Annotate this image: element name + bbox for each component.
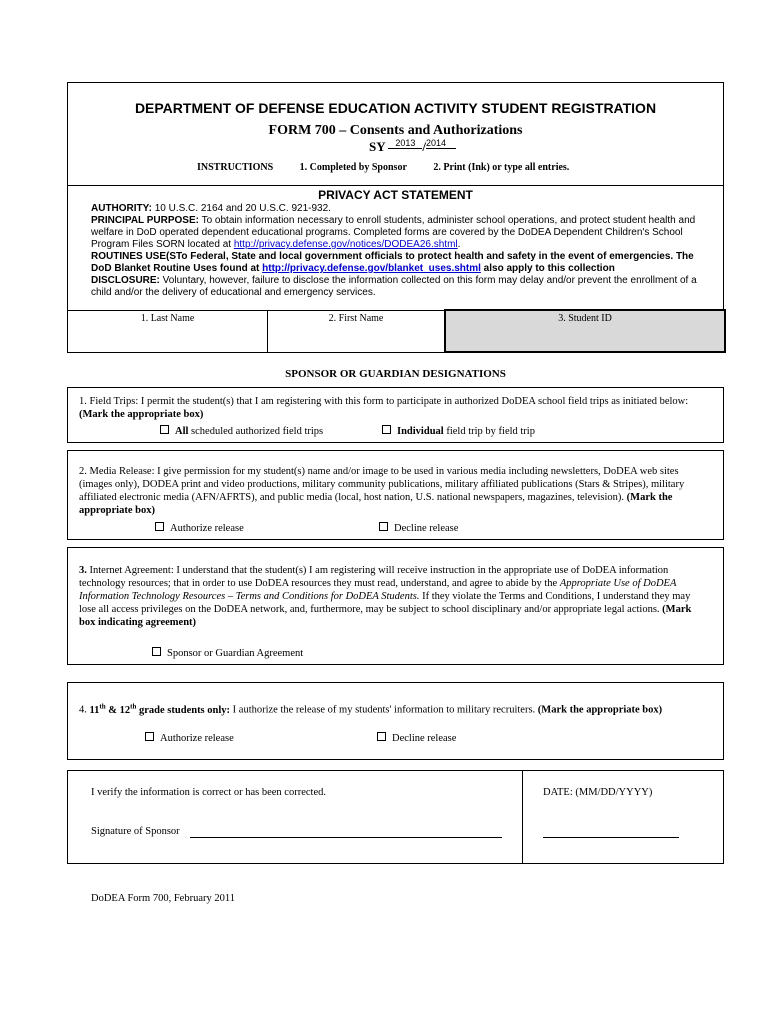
instruction-2: 2. Print (Ink) or type all entries. bbox=[433, 162, 570, 173]
verify-statement: I verify the information is correct or has been corrected. bbox=[91, 787, 326, 798]
recruiter-decline-label: Decline release bbox=[392, 733, 457, 744]
all-rest-label: scheduled authorized field trips bbox=[188, 426, 324, 437]
grade-text: grade students only: bbox=[136, 704, 231, 716]
signature-label: Signature of Sponsor bbox=[91, 826, 180, 837]
instruction-1: 1. Completed by Sponsor bbox=[299, 162, 407, 173]
media-authorize-label: Authorize release bbox=[170, 523, 244, 534]
student-id-label: 3. Student ID bbox=[558, 313, 612, 324]
recruiter-release-text bbox=[79, 700, 721, 717]
all-label: All bbox=[175, 426, 189, 437]
routine-end: also apply to this collection bbox=[480, 263, 615, 274]
media-release-text bbox=[79, 465, 709, 517]
checkbox-icon[interactable] bbox=[382, 425, 391, 434]
internet-instruction: (Mark box indicating agreement) bbox=[79, 604, 692, 628]
blanket-uses-link[interactable]: http://privacy.defense.gov/blanket_uses.shtml bbox=[262, 263, 481, 274]
checkbox-icon[interactable] bbox=[145, 732, 154, 741]
date-label: DATE: (MM/DD/YYYY) bbox=[543, 787, 653, 798]
field-trips-body: 1. Field Trips: I permit the student(s) that I am registering with this form to participate in authorized DoDEA school field trips as initiated below: bbox=[79, 396, 689, 407]
purpose-text: To obtain information necessary to enroll students, administer school operations, and protect student health and welfare in DoD operated dependent educational programs. Completed forms are covered by the DoDEA Dependent Children's School Program Files SORN located at bbox=[91, 215, 696, 250]
field-trips-text bbox=[79, 395, 709, 421]
signature-section bbox=[67, 770, 724, 864]
form-footer: DoDEA Form 700, February 2011 bbox=[91, 893, 235, 904]
form-main-title: DEPARTMENT OF DEFENSE EDUCATION ACTIVITY STUDENT REGISTRATION bbox=[134, 100, 657, 116]
signature-field[interactable] bbox=[190, 837, 502, 838]
recruiter-decline-option[interactable] bbox=[377, 732, 456, 744]
authority-text: 10 U.S.C. 2164 and 20 U.S.C. 921-932. bbox=[151, 203, 331, 214]
last-name-cell[interactable] bbox=[68, 310, 268, 352]
grade-12-suffix: th bbox=[130, 702, 137, 710]
authority-paragraph bbox=[91, 203, 711, 215]
first-name-label: 2. First Name bbox=[328, 312, 384, 324]
student-id-cell[interactable] bbox=[445, 310, 725, 352]
internet-body-a: Internet Agreement: I understand that the student(s) I am registering will receive instruction in the appropriate use of DoDEA information technology resources; that in order to use DoDEA resources they must read, understand, and agree to abide by the bbox=[79, 565, 669, 589]
privacy-title: PRIVACY ACT STATEMENT bbox=[318, 188, 473, 202]
field-trips-instruction: (Mark the appropriate box) bbox=[79, 409, 204, 420]
school-year-line bbox=[369, 139, 456, 155]
media-authorize-option[interactable] bbox=[155, 522, 244, 534]
internet-agreement-option[interactable] bbox=[152, 647, 303, 659]
field-trips-individual-option[interactable] bbox=[382, 425, 535, 437]
checkbox-icon[interactable] bbox=[155, 522, 164, 531]
media-release-body: 2. Media Release: I give permission for my student(s) name and/or image to be used in various media including newsletters, DoDEA web sites (images only), DODEA print and video productions, military community publications, military affiliated publications (Stars & Stripes), military affiliated electronic media (AFN/AFRTS), and public media (local, host nation, U.S. national newspapers, magazines, television). bbox=[79, 466, 685, 503]
sy-year-start[interactable]: 2013 bbox=[388, 138, 422, 149]
grade-11-suffix: th bbox=[99, 702, 106, 710]
routine-paragraph bbox=[91, 251, 711, 275]
media-release-instruction: (Mark the appropriate box) bbox=[79, 492, 673, 516]
last-name-label: 1. Last Name bbox=[140, 312, 195, 324]
internet-terms-title: Appropriate Use of DoDEA Information Technology Resources – Terms and Conditions for DoDEA Students. bbox=[79, 578, 677, 602]
checkbox-icon[interactable] bbox=[152, 647, 161, 656]
student-name-table bbox=[67, 309, 726, 353]
disclosure-label: DISCLOSURE: bbox=[91, 275, 160, 286]
media-decline-option[interactable] bbox=[379, 522, 458, 534]
instructions-line bbox=[197, 162, 593, 173]
instructions-label: INSTRUCTIONS bbox=[197, 162, 274, 173]
media-decline-label: Decline release bbox=[394, 523, 459, 534]
authority-label: AUTHORITY: bbox=[91, 203, 152, 214]
form-subtitle: FORM 700 – Consents and Authorizations bbox=[268, 123, 523, 138]
disclosure-text: Voluntary, however, failure to disclose the information collected on this form may delay and/or prevent the enrollment of a child and/or the delivery of educational and emergency services. bbox=[91, 275, 697, 298]
recruiter-release-section bbox=[67, 682, 724, 760]
recruiter-instruction: (Mark the appropriate box) bbox=[537, 704, 663, 716]
internet-body-b: If they violate the Terms and Conditions, I understand they may lose all access privileges on the DoDEA network, and, furthermore, may be subject to school disciplinary and/or appropriate legal actions. bbox=[79, 591, 691, 615]
purpose-end: . bbox=[457, 239, 461, 250]
internet-number: 3. bbox=[79, 565, 87, 576]
grade-12: & 12 bbox=[105, 704, 131, 716]
recruiter-body: I authorize the release of my students' information to military recruiters. bbox=[230, 704, 538, 716]
sy-year-end[interactable]: 2014 bbox=[426, 138, 456, 149]
field-trips-all-option[interactable] bbox=[160, 425, 323, 437]
sponsor-designations-title: SPONSOR OR GUARDIAN DESIGNATIONS bbox=[285, 368, 506, 380]
purpose-label: PRINCIPAL PURPOSE: bbox=[91, 215, 199, 226]
recruiter-authorize-label: Authorize release bbox=[160, 733, 234, 744]
sy-label: SY bbox=[369, 139, 386, 154]
sy-separator: / bbox=[422, 139, 427, 154]
disclosure-paragraph bbox=[91, 275, 711, 299]
internet-agreement-text bbox=[79, 564, 709, 629]
sorn-link[interactable]: http://privacy.defense.gov/notices/DODEA26.shtml bbox=[233, 239, 458, 250]
grade-11: 11 bbox=[89, 704, 100, 716]
routine-text: ROUTINES USE(STo Federal, State and local government officials to protect health and safety in the event of emergencies. The DoD Blanket Routine Uses found at bbox=[91, 251, 694, 274]
first-name-cell[interactable] bbox=[268, 310, 446, 352]
recruiter-authorize-option[interactable] bbox=[145, 732, 234, 744]
internet-agreement-label: Sponsor or Guardian Agreement bbox=[167, 648, 304, 659]
grade-heading bbox=[89, 702, 231, 716]
individual-rest-label: field trip by field trip bbox=[443, 426, 535, 437]
privacy-text bbox=[91, 203, 711, 299]
date-field[interactable] bbox=[543, 837, 679, 838]
purpose-paragraph bbox=[91, 215, 711, 251]
individual-label: Individual bbox=[397, 426, 444, 437]
recruiter-number: 4. bbox=[79, 704, 90, 716]
checkbox-icon[interactable] bbox=[160, 425, 169, 434]
checkbox-icon[interactable] bbox=[377, 732, 386, 741]
checkbox-icon[interactable] bbox=[379, 522, 388, 531]
signature-divider bbox=[522, 770, 523, 864]
